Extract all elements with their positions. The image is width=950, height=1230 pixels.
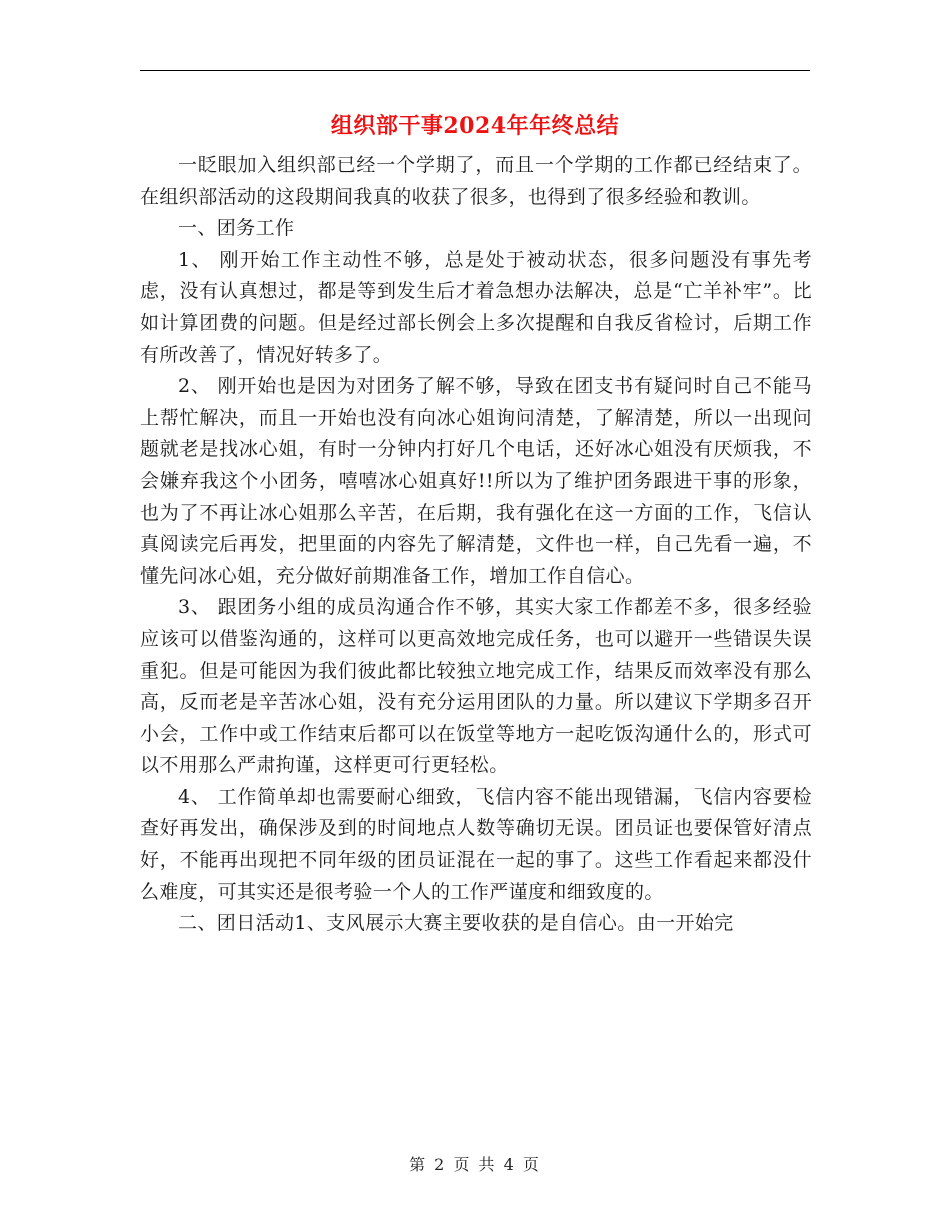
item-paragraph-1: 1、 刚开始工作主动性不够，总是处于被动状态，很多问题没有事先考虑，没有认真想过，都是等到发生后才着急想办法解决，总是“亡羊补牢”。比如计算团费的问题。但是经过部长例会上多次提醒和自我反省检讨，后期工作有所改善了，情况好转多了。 (140, 248, 812, 366)
item-paragraph-4: 4、 工作简单却也需要耐心细致，飞信内容不能出现错漏，飞信内容要检查好再发出，确保涉及到的时间地点人数等确切无误。团员证也要保管好清点好，不能再出现把不同年级的团员证混在一起的事了。这些工作看起来都没什么难度，可其实还是很考验一个人的工作严谨度和细致度的。 (140, 785, 812, 903)
intro-paragraph: 一眨眼加入组织部已经一个学期了，而且一个学期的工作都已经结束了。在组织部活动的这段期间我真的收获了很多，也得到了很多经验和教训。 (140, 154, 812, 208)
section-heading-2: 二、团日活动1、支风展示大赛主要收获的是自信心。由一开始完 (178, 912, 734, 935)
item-paragraph-2: 2、 刚开始也是因为对团务了解不够，导致在团支书有疑问时自己不能马上帮忙解决，而且一开始也没有向冰心姐询问清楚，了解清楚，所以一出现问题就老是找冰心姐，有时一分钟内打好几个电话，还好冰心姐没有厌烦我，不会嫌弃我这个小团务，嘻嘻冰心姐真好!!所以为了维护团务跟进干事的形象，也为了不再让冰心姐那么辛苦，在后期，我有强化在这一方面的工作，飞信认真阅读完后再发，把里面的内容先了解清楚，文件也一样，自己先看一遍，不懂先问冰心姐，充分做好前期准备工作，增加工作自信心。 (140, 375, 812, 587)
header-rule (140, 70, 810, 71)
section-heading-1: 一、团务工作 (178, 217, 295, 240)
document-title: 组织部干事2024年年终总结 (330, 113, 620, 139)
document-body (140, 150, 812, 940)
page-number: 第 2 页 共 4 页 (409, 1155, 541, 1174)
item-paragraph-3: 3、 跟团务小组的成员沟通合作不够，其实大家工作都差不多，很多经验应该可以借鉴沟通的，这样可以更高效地完成任务，也可以避开一些错误失误重犯。但是可能因为我们彼此都比较独立地完成工作，结果反而效率没有那么高，反而老是辛苦冰心姐，没有充分运用团队的力量。所以建议下学期多召开小会，工作中或工作结束后都可以在饭堂等地方一起吃饭沟通什么的，形式可以不用那么严肃拘谨，这样更可行更轻松。 (140, 596, 812, 777)
